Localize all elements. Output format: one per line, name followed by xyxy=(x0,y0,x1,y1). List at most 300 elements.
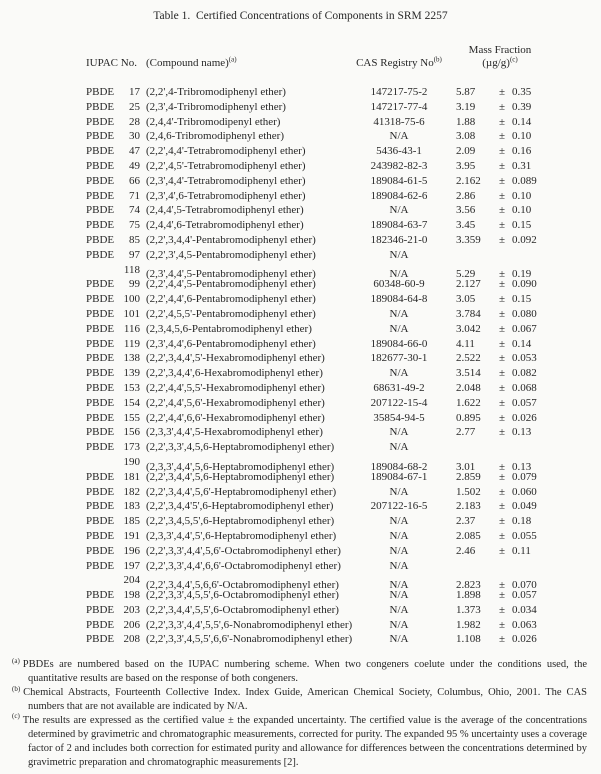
iupac-number: 138 xyxy=(123,352,140,365)
iupac-prefix: PBDE xyxy=(86,189,115,202)
compound-name: (2,2',4,4',6-Pentabromodiphenyl ether) xyxy=(146,293,316,306)
table-row xyxy=(86,618,601,633)
iupac-no-cell xyxy=(86,233,140,248)
iupac-number: 181 xyxy=(123,470,140,483)
iupac-prefix: PBDE xyxy=(86,529,115,542)
mass-fraction-uncertainty: 0.034 xyxy=(512,603,537,616)
mass-fraction-value: 3.05 xyxy=(456,293,476,306)
compound-name: (2,4,4',6-Tetrabromodiphenyl ether) xyxy=(146,219,304,232)
compound-name: (2,3',4,4',6-Pentabromodiphenyl ether) xyxy=(146,337,316,350)
table-row xyxy=(86,115,601,130)
plus-minus-sign: ± xyxy=(498,337,506,350)
iupac-number: 185 xyxy=(123,515,140,528)
compound-name: (2,2',4,4',5,6'-Hexabromodiphenyl ether) xyxy=(146,396,325,409)
header-compound-name xyxy=(140,57,346,70)
cas-number: N/A xyxy=(389,322,409,335)
mass-fraction-value: 3.95 xyxy=(456,159,476,172)
iupac-no-cell xyxy=(86,573,140,588)
cas-number: 35854-94-5 xyxy=(373,411,425,424)
iupac-number: 197 xyxy=(123,559,140,572)
mass-fraction-value: 3.514 xyxy=(456,367,481,380)
iupac-no-cell xyxy=(86,85,140,100)
header-cas-registry xyxy=(346,57,452,70)
mass-fraction-uncertainty: 0.082 xyxy=(512,367,537,380)
compound-name: (2,2',3,4,4'-Pentabromodiphenyl ether) xyxy=(146,233,316,246)
mass-fraction-uncertainty: 0.31 xyxy=(512,159,532,172)
footnote-b xyxy=(12,686,587,714)
iupac-no-cell xyxy=(86,248,140,263)
iupac-number: 203 xyxy=(123,603,140,616)
footnote-c-text: The results are expressed as the certified value ± the expanded uncertainty. The certified value is the average of the concentrations determined by gravimetric and chromatographic measurements, corrected for purity. The expanded 95 % uncertainty uses a coverage factor of 2 and includes both correction for estimated purity and allowance for differences between the concentrations determined by gravimetric preparation and chromatographic measurements [2]. xyxy=(22,714,587,768)
iupac-number: 183 xyxy=(123,500,140,513)
mass-fraction-uncertainty: 0.026 xyxy=(512,633,537,646)
compound-name: (2,4,4'-Tribromodipenyl ether) xyxy=(146,115,281,128)
mass-fraction-uncertainty: 0.16 xyxy=(512,145,532,158)
table-row xyxy=(86,144,601,159)
table-row xyxy=(86,411,601,426)
cas-number: 182346-21-0 xyxy=(370,233,428,246)
iupac-no-cell xyxy=(86,351,140,366)
compound-name: (2,2',4,5,5'-Pentabromodiphenyl ether) xyxy=(146,307,316,320)
plus-minus-sign: ± xyxy=(498,307,506,320)
iupac-no-cell xyxy=(86,618,140,633)
mass-fraction-uncertainty: 0.057 xyxy=(512,396,537,409)
mass-fraction-value: 3.56 xyxy=(456,204,476,217)
iupac-no-cell xyxy=(86,129,140,144)
iupac-no-cell xyxy=(86,263,140,278)
plus-minus-sign: ± xyxy=(498,145,506,158)
header-mass-line1: Mass Fraction xyxy=(468,44,532,56)
compound-name: (2,3,4,5,6-Pentabromodiphenyl ether) xyxy=(146,322,312,335)
iupac-prefix: PBDE xyxy=(86,441,115,454)
mass-fraction-uncertainty: 0.14 xyxy=(512,115,532,128)
iupac-number: 17 xyxy=(129,86,140,98)
plus-minus-sign: ± xyxy=(498,233,506,246)
iupac-prefix: PBDE xyxy=(86,115,115,128)
iupac-no-cell xyxy=(86,189,140,204)
compound-name: (2,3,3',4,4',5,6-Heptabromodiphenyl ether) xyxy=(146,460,335,473)
compound-name: (2,2',4,4',5,5'-Hexabromodiphenyl ether) xyxy=(146,381,325,394)
compound-name: (2,2',3,4,4',5,6,6'-Octabromodiphenyl ether) xyxy=(146,579,339,592)
iupac-no-cell xyxy=(86,337,140,352)
iupac-prefix: PBDE xyxy=(86,337,115,350)
mass-fraction-uncertainty: 0.15 xyxy=(512,219,532,232)
footnote-b-text: Chemical Abstracts, Fourteenth Collective Index. Index Guide, American Chemical Society, Columbus, Ohio, 2001. The CAS numbers that are not available are indicated by N/A. xyxy=(23,687,587,712)
iupac-prefix: PBDE xyxy=(86,145,115,158)
iupac-number: 191 xyxy=(123,529,140,542)
table-row xyxy=(86,307,601,322)
cas-number: N/A xyxy=(389,367,409,380)
compound-name: (2,2',4,4'-Tetrabromodiphenyl ether) xyxy=(146,145,306,158)
mass-fraction-value: 2.77 xyxy=(456,426,476,439)
mass-fraction-value: 1.898 xyxy=(456,589,481,602)
plus-minus-sign: ± xyxy=(498,130,506,143)
table-row xyxy=(86,248,601,263)
cas-number: N/A xyxy=(389,204,409,217)
iupac-prefix: PBDE xyxy=(86,293,115,306)
footnote-ref-b: (b) xyxy=(433,55,442,64)
mass-fraction-value: 1.622 xyxy=(456,396,481,409)
mass-fraction-uncertainty: 0.13 xyxy=(512,460,532,473)
iupac-no-cell xyxy=(86,411,140,426)
compound-name: (2,3,3',4,4',5-Hexabromodiphenyl ether) xyxy=(146,426,323,439)
table-row xyxy=(86,263,601,281)
compound-name: (2,2',3',4,5-Pentabromodiphenyl ether) xyxy=(146,248,316,261)
iupac-number: 47 xyxy=(129,145,140,158)
iupac-no-cell xyxy=(86,455,140,470)
mass-fraction-value: 3.08 xyxy=(456,130,476,143)
cas-number: 189084-61-5 xyxy=(370,174,428,187)
plus-minus-sign: ± xyxy=(498,579,506,592)
cas-number: N/A xyxy=(389,603,409,616)
iupac-no-cell xyxy=(86,544,140,559)
iupac-number: 198 xyxy=(123,589,140,602)
certified-concentrations-table xyxy=(86,44,601,647)
iupac-no-cell xyxy=(86,218,140,233)
table-row xyxy=(86,351,601,366)
table-row xyxy=(86,292,601,307)
mass-fraction-uncertainty: 0.055 xyxy=(512,529,537,542)
iupac-no-cell xyxy=(86,322,140,337)
iupac-prefix: PBDE xyxy=(86,233,115,246)
cas-number: N/A xyxy=(389,307,409,320)
mass-fraction-uncertainty: 0.19 xyxy=(512,268,532,281)
iupac-prefix: PBDE xyxy=(86,426,115,439)
compound-name: (2,2',3,4,4',6-Hexabromodiphenyl ether) xyxy=(146,367,323,380)
cas-number: N/A xyxy=(389,515,409,528)
iupac-no-cell xyxy=(86,292,140,307)
mass-fraction-uncertainty: 0.15 xyxy=(512,293,532,306)
table-row xyxy=(86,440,601,455)
cas-number: 5436-43-1 xyxy=(376,145,422,158)
iupac-number: 206 xyxy=(123,618,140,631)
plus-minus-sign: ± xyxy=(498,159,506,172)
cas-number: N/A xyxy=(389,426,409,439)
iupac-number: 97 xyxy=(129,248,140,261)
iupac-prefix: PBDE xyxy=(86,100,115,113)
mass-fraction-uncertainty: 0.10 xyxy=(512,130,532,143)
table-body xyxy=(86,85,601,647)
iupac-no-cell xyxy=(86,529,140,544)
footnote-c xyxy=(12,714,587,770)
table-row xyxy=(86,85,601,100)
table-row xyxy=(86,159,601,174)
iupac-no-cell xyxy=(86,159,140,174)
mass-fraction-uncertainty: 0.39 xyxy=(512,100,532,113)
table-row xyxy=(86,277,601,292)
mass-fraction-value: 1.108 xyxy=(456,633,481,646)
iupac-number: 66 xyxy=(129,174,140,187)
mass-fraction-uncertainty: 0.079 xyxy=(512,470,537,483)
iupac-no-cell xyxy=(86,514,140,529)
iupac-no-cell xyxy=(86,559,140,574)
mass-fraction-uncertainty: 0.090 xyxy=(512,278,537,291)
iupac-prefix: PBDE xyxy=(86,470,115,483)
mass-fraction-value: 3.359 xyxy=(456,233,481,246)
cas-number: 189084-62-6 xyxy=(370,189,428,202)
table-row xyxy=(86,632,601,647)
mass-fraction-uncertainty: 0.089 xyxy=(512,174,537,187)
iupac-number: 155 xyxy=(123,411,140,424)
mass-fraction-value: 2.522 xyxy=(456,352,481,365)
iupac-number: 119 xyxy=(123,337,140,350)
compound-name: (2,2',3,3',4,5,5',6,6'-Nonabromodiphenyl ether) xyxy=(146,633,353,646)
iupac-no-cell xyxy=(86,100,140,115)
mass-fraction-uncertainty: 0.063 xyxy=(512,618,537,631)
mass-fraction-value: 1.502 xyxy=(456,485,481,498)
mass-fraction-uncertainty: 0.35 xyxy=(512,86,532,98)
mass-fraction-value: 2.085 xyxy=(456,529,481,542)
table-row xyxy=(86,203,601,218)
iupac-no-cell xyxy=(86,144,140,159)
table-row xyxy=(86,337,601,352)
iupac-number: 182 xyxy=(123,485,140,498)
iupac-no-cell xyxy=(86,396,140,411)
mass-fraction-value: 4.11 xyxy=(456,337,475,350)
table-row xyxy=(86,455,601,473)
header-compound-label: (Compound name) xyxy=(146,57,229,69)
table-row xyxy=(86,514,601,529)
mass-fraction-value: 2.37 xyxy=(456,515,476,528)
cas-number: N/A xyxy=(389,618,409,631)
iupac-no-cell xyxy=(86,470,140,485)
mass-fraction-uncertainty: 0.10 xyxy=(512,189,532,202)
table-row xyxy=(86,396,601,411)
compound-name: (2,2',3,3',4,4',5,6'-Octabromodiphenyl ether) xyxy=(146,544,341,557)
header-mass-unit: (µg/g) xyxy=(482,57,510,69)
plus-minus-sign: ± xyxy=(498,470,506,483)
cas-number: N/A xyxy=(389,529,409,542)
iupac-prefix: PBDE xyxy=(86,589,115,602)
compound-name: (2,2',3,4,4'5',6-Heptabromodiphenyl ether) xyxy=(146,500,334,513)
iupac-no-cell xyxy=(86,632,140,647)
cas-number: 207122-15-4 xyxy=(370,396,428,409)
mass-fraction-uncertainty: 0.057 xyxy=(512,589,537,602)
plus-minus-sign: ± xyxy=(498,396,506,409)
iupac-number: 190 xyxy=(123,455,140,468)
iupac-no-cell xyxy=(86,440,140,455)
table-row xyxy=(86,573,601,592)
table-row xyxy=(86,470,601,485)
table-row xyxy=(86,544,601,559)
plus-minus-sign: ± xyxy=(498,352,506,365)
iupac-number: 118 xyxy=(123,263,140,276)
compound-name: (2,2',3,3',4,4',6,6'-Octabromodiphenyl ether) xyxy=(146,559,341,572)
mass-fraction-uncertainty: 0.068 xyxy=(512,381,537,394)
cas-number: N/A xyxy=(389,544,409,557)
plus-minus-sign: ± xyxy=(498,500,506,513)
mass-fraction-uncertainty: 0.026 xyxy=(512,411,537,424)
iupac-prefix: PBDE xyxy=(86,130,115,143)
iupac-number: 173 xyxy=(123,441,140,454)
cas-number: 41318-75-6 xyxy=(373,115,425,128)
footnote-ref-a: (a) xyxy=(228,55,237,64)
iupac-prefix: PBDE xyxy=(86,159,115,172)
iupac-number: 153 xyxy=(123,381,140,394)
mass-fraction-uncertainty: 0.053 xyxy=(512,352,537,365)
mass-fraction-uncertainty: 0.13 xyxy=(512,426,532,439)
mass-fraction-uncertainty: 0.067 xyxy=(512,322,537,335)
mass-fraction-value: 2.127 xyxy=(456,278,481,291)
table-row xyxy=(86,100,601,115)
cas-number: 182677-30-1 xyxy=(370,352,428,365)
mass-fraction-value: 2.048 xyxy=(456,381,481,394)
cas-number: 243982-82-3 xyxy=(370,159,428,172)
cas-number: 189084-67-1 xyxy=(370,470,428,483)
iupac-prefix: PBDE xyxy=(86,204,115,217)
plus-minus-sign: ± xyxy=(498,219,506,232)
iupac-number: 85 xyxy=(129,233,140,246)
footnote-b-marker: (b) xyxy=(12,684,21,693)
iupac-prefix: PBDE xyxy=(86,367,115,380)
footnote-a-text: PBDEs are numbered based on the IUPAC numbering scheme. When two congeners coelute under the conditions used, the quantitative results are based on the response of both congeners. xyxy=(22,659,587,685)
mass-fraction-value: 3.784 xyxy=(456,307,481,320)
iupac-number: 28 xyxy=(129,115,140,128)
iupac-prefix: PBDE xyxy=(86,174,115,187)
iupac-no-cell xyxy=(86,174,140,189)
iupac-no-cell xyxy=(86,485,140,500)
table-row xyxy=(86,499,601,514)
iupac-no-cell xyxy=(86,115,140,130)
plus-minus-sign: ± xyxy=(498,367,506,380)
header-cas-label: CAS Registry No xyxy=(356,57,434,69)
iupac-prefix: PBDE xyxy=(86,544,115,557)
compound-name: (2,2',4,4',5-Pentabromodiphenyl ether) xyxy=(146,278,316,291)
iupac-prefix: PBDE xyxy=(86,618,115,631)
mass-fraction-uncertainty: 0.070 xyxy=(512,579,537,592)
iupac-prefix: PBDE xyxy=(86,248,115,261)
iupac-number: 154 xyxy=(123,396,140,409)
iupac-prefix: PBDE xyxy=(86,86,115,98)
cas-number: 207122-16-5 xyxy=(370,500,428,513)
compound-name: (2,2',4,5'-Tetrabromodiphenyl ether) xyxy=(146,159,306,172)
iupac-no-cell xyxy=(86,499,140,514)
mass-fraction-value: 2.823 xyxy=(456,579,481,592)
compound-name: (2,2',3,4,4',5,6-Heptabromodiphenyl ether) xyxy=(146,470,335,483)
iupac-no-cell xyxy=(86,381,140,396)
iupac-prefix: PBDE xyxy=(86,485,115,498)
plus-minus-sign: ± xyxy=(498,204,506,217)
mass-fraction-value: 2.859 xyxy=(456,470,481,483)
plus-minus-sign: ± xyxy=(498,268,506,281)
plus-minus-sign: ± xyxy=(498,411,506,424)
table-row xyxy=(86,603,601,618)
mass-fraction-uncertainty: 0.14 xyxy=(512,337,532,350)
cas-number: 147217-75-2 xyxy=(370,86,428,98)
compound-name: (2,2',3,4,4',5'-Hexabromodiphenyl ether) xyxy=(146,352,325,365)
plus-minus-sign: ± xyxy=(498,603,506,616)
iupac-no-cell xyxy=(86,425,140,440)
iupac-no-cell xyxy=(86,277,140,292)
header-mass-line2 xyxy=(452,57,548,70)
compound-name: (2,2',3,3',4,5,5',6-Octabromodiphenyl ether) xyxy=(146,589,339,602)
table-row xyxy=(86,366,601,381)
iupac-number: 100 xyxy=(123,293,140,306)
compound-name: (2,2',4,4',6,6'-Hexabromodiphenyl ether) xyxy=(146,411,325,424)
plus-minus-sign: ± xyxy=(498,426,506,439)
iupac-no-cell xyxy=(86,366,140,381)
plus-minus-sign: ± xyxy=(498,544,506,557)
table-row xyxy=(86,529,601,544)
iupac-number: 156 xyxy=(123,426,140,439)
iupac-number: 204 xyxy=(123,574,140,587)
cas-number: N/A xyxy=(389,579,409,592)
mass-fraction-uncertainty: 0.10 xyxy=(512,204,532,217)
footnote-c-marker: (c) xyxy=(12,712,20,721)
compound-name: (2,2',3,4,4',5,6'-Heptabromodiphenyl ether) xyxy=(146,485,337,498)
plus-minus-sign: ± xyxy=(498,115,506,128)
table-row xyxy=(86,381,601,396)
table-header-row xyxy=(86,44,601,70)
plus-minus-sign: ± xyxy=(498,322,506,335)
table-row xyxy=(86,233,601,248)
iupac-no-cell xyxy=(86,307,140,322)
iupac-prefix: PBDE xyxy=(86,396,115,409)
iupac-prefix: PBDE xyxy=(86,278,115,291)
mass-fraction-value: 1.982 xyxy=(456,618,481,631)
compound-name: (2,3',4,4'-Tetrabromodiphenyl ether) xyxy=(146,174,306,187)
header-iupac-no: IUPAC No. xyxy=(86,57,137,69)
mass-fraction-uncertainty: 0.080 xyxy=(512,307,537,320)
plus-minus-sign: ± xyxy=(498,381,506,394)
cas-number: 147217-77-4 xyxy=(370,100,428,113)
iupac-number: 49 xyxy=(129,159,140,172)
header-mass-fraction xyxy=(452,44,548,70)
compound-name: (2,2',3,3',4,5,6-Heptabromodiphenyl ether) xyxy=(146,441,335,454)
cas-number: N/A xyxy=(389,130,409,143)
compound-name: (2,2',4-Tribromodiphenyl ether) xyxy=(146,86,286,98)
footnote-a-marker: (a) xyxy=(12,656,20,665)
compound-name: (2,3',4',6-Tetrabromodiphenyl ether) xyxy=(146,189,306,202)
iupac-number: 74 xyxy=(129,204,140,217)
cas-number: 68631-49-2 xyxy=(373,381,425,394)
footnote-a xyxy=(12,658,587,686)
iupac-prefix: PBDE xyxy=(86,381,115,394)
table-row xyxy=(86,129,601,144)
iupac-prefix: PBDE xyxy=(86,603,115,616)
plus-minus-sign: ± xyxy=(498,278,506,291)
compound-name: (2,3',4,4',5-Pentabromodiphenyl ether) xyxy=(146,268,316,281)
cas-number: 60348-60-9 xyxy=(373,278,425,291)
compound-name: (2,2',3,4,4',5,5',6-Octabromodiphenyl ether) xyxy=(146,603,339,616)
compound-name: (2,3',4-Tribromodiphenyl ether) xyxy=(146,100,286,113)
table-row xyxy=(86,218,601,233)
iupac-number: 75 xyxy=(129,219,140,232)
table-row xyxy=(86,588,601,603)
plus-minus-sign: ± xyxy=(498,293,506,306)
plus-minus-sign: ± xyxy=(498,460,506,473)
table-row xyxy=(86,559,601,574)
iupac-number: 30 xyxy=(129,130,140,143)
plus-minus-sign: ± xyxy=(498,100,506,113)
mass-fraction-uncertainty: 0.092 xyxy=(512,233,537,246)
iupac-number: 196 xyxy=(123,544,140,557)
cas-number: 189084-68-2 xyxy=(370,460,428,473)
compound-name: (2,2',3,4,5,5',6-Heptabromodiphenyl ether) xyxy=(146,515,335,528)
mass-fraction-value: 0.895 xyxy=(456,411,481,424)
footnotes xyxy=(12,658,587,769)
table-row xyxy=(86,322,601,337)
plus-minus-sign: ± xyxy=(498,86,506,98)
iupac-prefix: PBDE xyxy=(86,307,115,320)
iupac-no-cell xyxy=(86,588,140,603)
iupac-prefix: PBDE xyxy=(86,352,115,365)
mass-fraction-uncertainty: 0.18 xyxy=(512,515,532,528)
table-row xyxy=(86,174,601,189)
footnote-ref-c: (c) xyxy=(509,55,518,64)
cas-number: N/A xyxy=(389,633,409,646)
table-row xyxy=(86,485,601,500)
